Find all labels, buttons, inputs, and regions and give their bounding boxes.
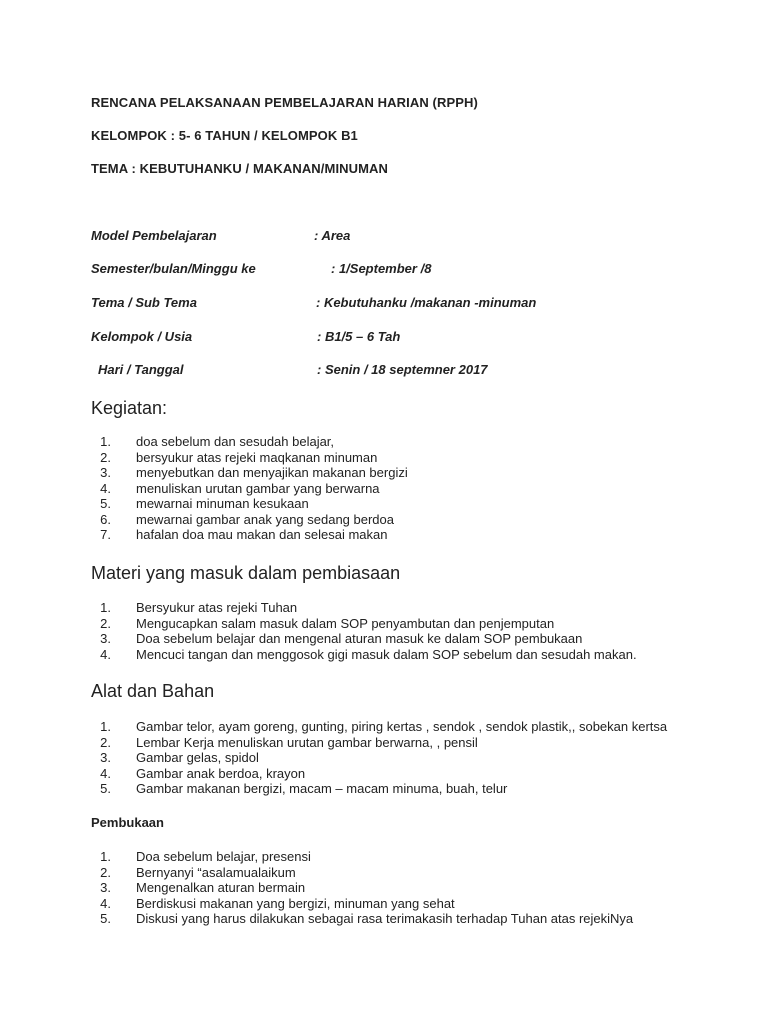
list-item: 2. Mengucapkan salam masuk dalam SOP penyambutan dan penjemputan [100, 615, 555, 631]
info-value: : 1/September /8 [331, 261, 432, 276]
info-row-tema [0, 295, 768, 313]
kegiatan-list [91, 434, 408, 543]
list-item: 6. mewarnai gambar anak yang sedang berdoa [100, 511, 395, 527]
alat-list [91, 719, 668, 797]
list-item: 3. Doa sebelum belajar dan mengenal aturan masuk ke dalam SOP pembukaan [100, 631, 583, 646]
info-value: : B1/5 – 6 Tah [317, 329, 401, 344]
info-row-model [0, 228, 768, 246]
kelompok-line: KELOMPOK : 5- 6 TAHUN / KELOMPOK B1 [91, 128, 358, 143]
list-item: 5. Diskusi yang harus dilakukan sebagai rasa terimakasih terhadap Tuhan atas rejekiNya [100, 911, 634, 926]
list-item: 3. Gambar gelas, spidol [100, 750, 259, 765]
list-item: 2. Lembar Kerja menuliskan urutan gambar berwarna, , pensil [100, 734, 478, 750]
list-item: 5. Gambar makanan bergizi, macam – macam minuma, buah, telur [100, 781, 508, 796]
kegiatan-heading: Kegiatan: [91, 398, 168, 418]
info-label: Tema / Sub Tema [91, 295, 197, 310]
list-item: 2. bersyukur atas rejeki maqkanan minuman [100, 449, 378, 465]
list-item: 5. mewarnai minuman kesukaan [100, 496, 309, 511]
info-value: : Senin / 18 septemner 2017 [317, 362, 488, 377]
list-item: 4. Gambar anak berdoa, krayon [100, 765, 306, 781]
info-value: : Kebutuhanku /makanan -minuman [316, 295, 537, 310]
info-value: : Area [314, 228, 351, 243]
list-item: 4. menuliskan urutan gambar yang berwarna [100, 480, 380, 496]
materi-heading: Materi yang masuk dalam pembiasaan [91, 563, 401, 583]
list-item: 3. Mengenalkan aturan bermain [100, 880, 306, 895]
list-item: 1. Bersyukur atas rejeki Tuhan [100, 600, 298, 615]
document-title: RENCANA PELAKSANAAN PEMBELAJARAN HARIAN (RPPH) [91, 95, 478, 110]
tema-line: TEMA : KEBUTUHANKU / MAKANAN/MINUMAN [91, 161, 389, 176]
list-item: 1. doa sebelum dan sesudah belajar, [100, 434, 335, 449]
list-item: 4. Berdiskusi makanan yang bergizi, minuman yang sehat [100, 895, 455, 911]
list-item: 1. Gambar telor, ayam goreng, gunting, piring kertas , sendok , sendok plastik,, sobekan kertsa [100, 719, 668, 734]
list-item: 2. Bernyanyi “asalamualaikum [100, 864, 296, 880]
info-label: Kelompok / Usia [91, 329, 193, 344]
info-label: Model Pembelajaran [91, 228, 217, 243]
info-label: Hari / Tanggal [98, 362, 184, 377]
alat-heading: Alat dan Bahan [91, 681, 215, 701]
info-row-semester [0, 261, 768, 279]
info-label: Semester/bulan/Minggu ke [91, 261, 256, 276]
list-item: 1. Doa sebelum belajar, presensi [100, 849, 311, 864]
list-item: 7. hafalan doa mau makan dan selesai makan [100, 527, 388, 542]
pembukaan-heading: Pembukaan [91, 815, 164, 830]
info-row-hari [0, 362, 768, 380]
pembukaan-list [91, 849, 634, 927]
materi-list [91, 600, 637, 662]
list-item: 3. menyebutkan dan menyajikan makanan bergizi [100, 465, 408, 480]
list-item: 4. Mencuci tangan dan menggosok gigi masuk dalam SOP sebelum dan sesudah makan. [100, 646, 637, 662]
info-row-kelompok [0, 329, 768, 347]
